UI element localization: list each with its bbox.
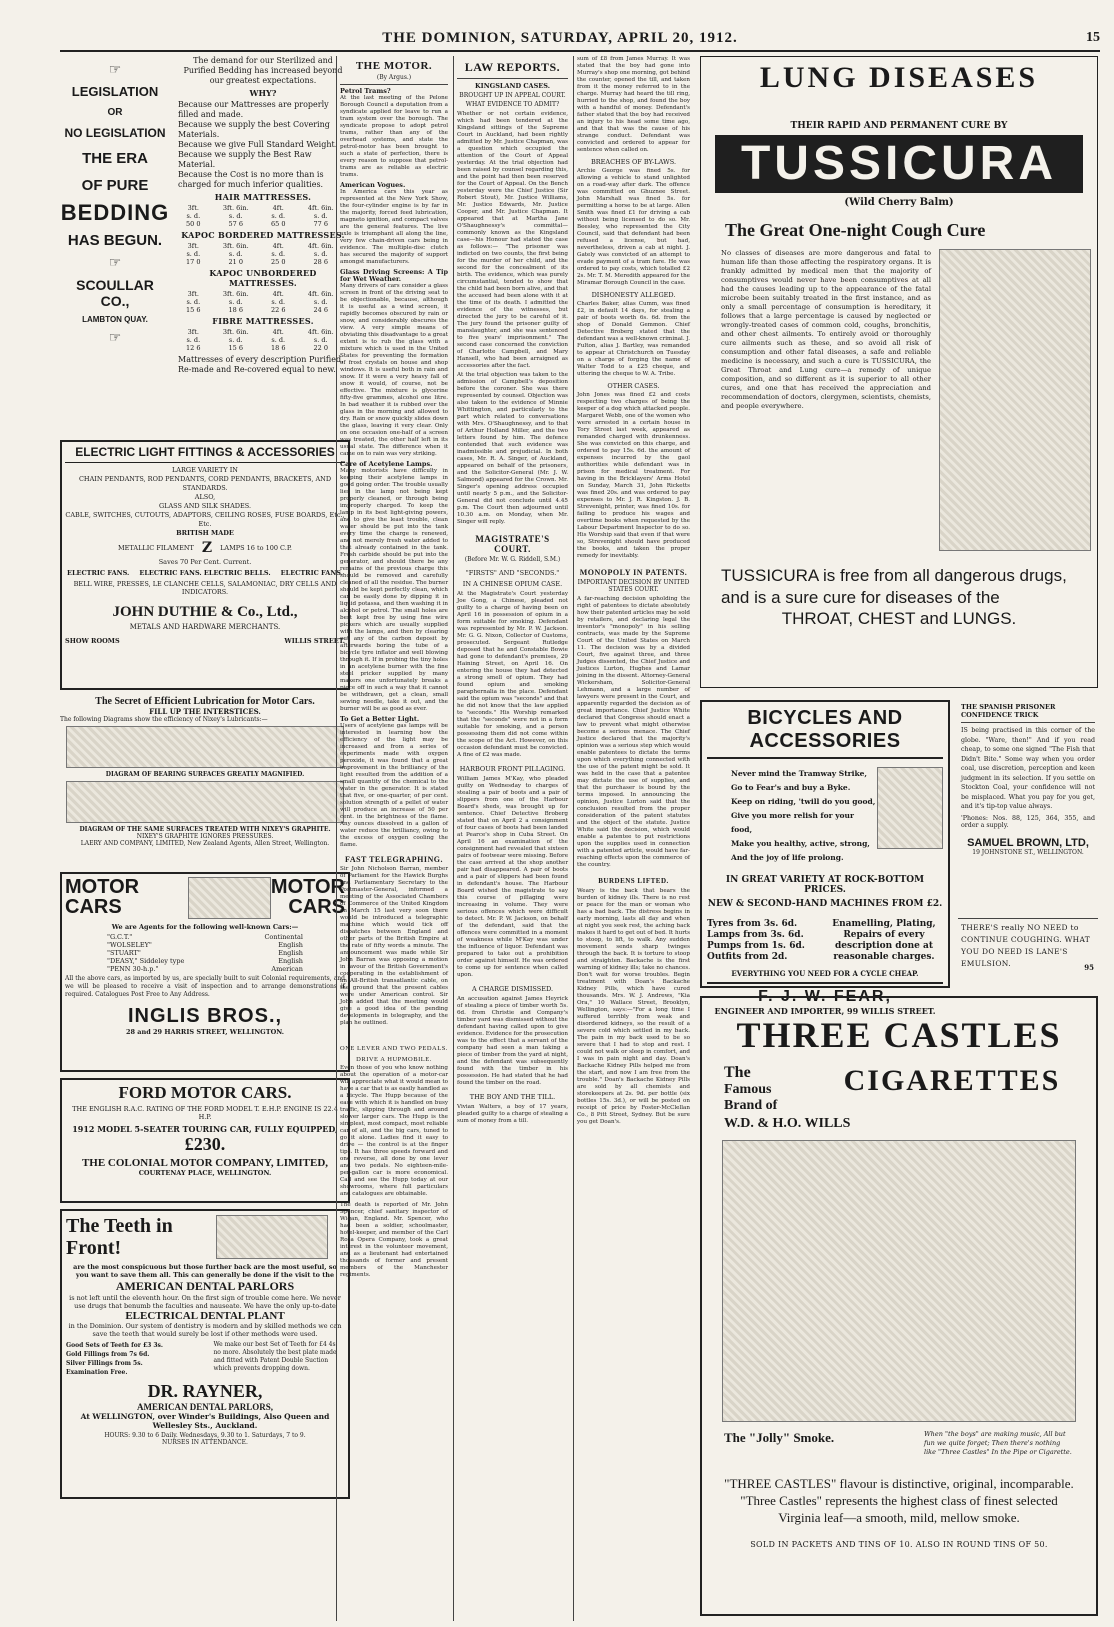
- kapoc-bordered-prices: 3ft. 3ft. 6in. 4ft. 4ft. 6in. s. d. s. d. s. d. s. d. 17 0 21 0 25 0 28 6: [186, 242, 334, 266]
- electric-fittings-ad: ELECTRIC LIGHT FITTINGS & ACCESSORIES LARGE VARIETY IN CHAIN PENDANTS, ROD PENDANTS, CORD PENDANTS, BRACKETS, AND STANDARDS. ALSO, GLASS AND SILK SHADES. CABLE, SWITCHES, CUTOUTS, ADAPTORS, CEILING ROSES, FUSE BOARDS, Etc., Etc. BRITISH MADE METALLIC FILAMENT Z LAMPS 16 to 100 C.P. Saves 70 Per Cent. Current. ELECTRIC FANS. ELECTRIC FANS. ELECTRIC BELLS. ELECTRIC FANS. BELL WIRE, PRESSES, LE CLANCHE CELLS, SALAMONIAC, DRY CELLS AND INDICATORS. JOHN DUTHIE & Co., Ltd., METALS AND HARDWARE MERCHANTS. SHOW ROOMS WILLIS STREET.: [60, 440, 350, 690]
- lubrication-ad: The Secret of Efficient Lubrication for Motor Cars. FILL UP THE INTERSTICES. The following Diagrams show the efficiency of Nixey's Lubricants:— DIAGRAM OF BEARING SURFACES GREATLY MAGNIFIED. DIAGRAM OF THE SAME SURFACES TREATED WITH NIXEY'S GRAPHITE. NIXEY'S GRAPHITE IGNORES PRESSURES. LAERY AND COMPANY, LIMITED, New Zealand Agents, Allen Street, Wellington.: [60, 696, 350, 866]
- article-text: Even those of you who know nothing about the operation of a motor-car will appreciate what it would mean to have a car that is as easily handled as a bicycle. The Hupp because of the ease with which it is handled on busy traffic, slipping through and around slower larger cars. The Hupp is the simplest, most compact, most reliable car of all, and the big cars, tuned to go it alone. Ladies find it easy to drive — the control is at the finger tips. It has three speeds forward and one reverse, all done by one lever and two pedals. No eighteen-mile-per-gallon car is more economical. Call and see the Hupp today at our showrooms, where full particulars and catalogues are obtainable.: [340, 1065, 448, 1197]
- article-text: William James M'Kay, who pleaded guilty on Wednesday to charges of stealing a pair of boots and a pair of slippers from one of the Harbour Board's sheds, was brought up for sentence. Chief Detective Broberg stated that on April 2 a consignment of four cases of boots had been landed at Pearce's shop in Cuba Street. On April 16 an examination of the consignment had revealed that sixteen pairs of footwear were missing. Before the case arrived at the shop another pair had disappeared. A pair of boots and a pair of slippers had been found in defendant's house. The Harbour Board wished the magistrate to say this course of pillaging were increasing in volume. They were serious offences which were difficult to detect. Mr. P. W. Jackson, on behalf of the defendant, said that the offences were committed in a moment of weakness while M'Kay was under the influence of liquor. Defendant was prepared to take out a prohibition order against himself. He was ordered to come up for sentence when called upon.: [457, 776, 568, 978]
- bedding-details: The demand for our Sterilized and Purified Bedding has increased beyond our greatest expectations. WHY? Because our Mattresses are properly filled and made. Because we supply the best Covering Materials. Because we give Full Standard Weight. Because we supply the Best Raw Material. Because the Cost is no more than is charged for much inferior qualities. HAIR MATTRESSES. 3ft. 3ft. 6in. 4ft. 4ft. 6in. s. d. s. d. s. d. s. d. 50 0 57 6 65 0 77 6 KAPOC BORDERED MATTRESSES. 3ft. 3ft. 6in. 4ft. 4ft. 6in. s. d. s. d. s. d. s. d. 17 0 21 0 25 0 28 6 KAPOC UNBORDERED MATTRESSES. 3ft. 3ft. 6in. 4ft. 4ft. 6in. s. d. s. d. s. d. s. d. 15 6 18 6 22 6 24 6 FIBRE MATTRESSES. 3ft. 3ft. 6in. 4ft. 4ft. 6in. s. d. s. d. s. d. s. d. 12 6 15 6 18 6 22 0 Mattresses of every description Purified, Re-made and Re-covered equal to new.: [178, 56, 348, 375]
- lanes-emulsion-ad: THERE'S really NO NEED to CONTINUE COUGHING. WHAT YOU DO NEED IS LANE'S EMULSION. 95: [958, 918, 1098, 976]
- musicians-illustration: [722, 1140, 1076, 1422]
- ford-motor-ad: FORD MOTOR CARS. THE ENGLISH R.A.C. RATING OF THE FORD MODEL T. E.H.P. ENGINE IS 22.4 H.P. 1912 MODEL 5-SEATER TOURING CAR, FULLY EQUIPPED, £230. THE COLONIAL MOTOR COMPANY, LIMITED, COURTENAY PLACE, WELLINGTON.: [60, 1078, 350, 1203]
- car-list: "G.C.T." Continental "WOLSELEY" English "STUART" English "DEASY," Siddeley type English "PENN 30-h.p." American: [107, 933, 303, 973]
- dental-parlors-ad: The Teeth in Front! are the most conspicuous but those further back are the most useful, so you want to save them all. This can generally be done if the visit to the AMERICAN DENTAL PARLORS is not left until the eleventh hour. On the first sign of trouble come here. We never use drugs that benumb the faculties and nauseate. We have the only up-to-date ELECTRICAL DENTAL PLANT in the Dominion. Our system of dentistry is modern and by skilled methods we can save the teeth that would surely be lost if other methods were used. Good Sets of Teeth for £3 3s. Gold Fillings from 7s 6d. Silver Fillings from 5s. Examination Free. We make our best Set of Teeth for £4 4s. no more. Absolutely the best plate made and fitted with Patent Double Suction which prevents dropping down. DR. RAYNER, AMERICAN DENTAL PARLORS, At WELLINGTON, over Winder's Buildings, Also Queen and Wellesley Sts., Auckland. HOURS: 9.30 to 6 Daily. Wednesdays, 9.30 to 1. Saturdays, 7 to 9. NURSES IN ATTENDANCE.: [60, 1209, 350, 1499]
- article-text: Many motorists have difficulty in keeping their acetylene lamps in good going order. The trouble usually lies in the lamp not being kept properly cleaned, or through being improperly charged. To keep the lamp in its best light-giving powers, and to give the least trouble, clean water should be put into the tank every time the charge is renewed, and not merely fresh water added to that already contained in the tank. Fresh carbide should be put into the generator, and should there be any remains of the previous charge this should be removed and carefully cleaned of all the residue. The burner should be kept perfectly clean, which can be easily done by dipping it in liquid potassa, and then washing it in alcohol or petrol. The small holes are best kept free by using fine wire pickers which are usually supplied with the lamps, and then by clearing out any of the carbon deposit by afterwards boring the tube of a bicycle tyre inflator and well blowing through it. If in probing the tiny holes in an acetylene burner with the fine steel pricker supplied by many makers one unfortunately breaks a piece off in such a way that it cannot be withdrawn, get a clean, small sewing needle, take it out, and the burner will be as good as ever.: [340, 468, 448, 712]
- article-text: Archie George was fined 5s. for allowing a vehicle to stand unlighted on a road-way after dark. The offence was committed on Ghuznee Street. John Marshall was fined 5s. for permitting a horse to be at large. Allen Smith was fined £1 for driving a cab without being licensed to do so. Mr. Beesley, who represented the City Council, said that defendant had been refused a license, but had, nevertheless, driven a cab at night. J. Gately was convicted of an attempt to evade payment of a tram fare. He was ordered to pay costs, which totalled £2 2s. Mr. T. M. Meredith appeared for the Miramar Borough Council in the case.: [577, 168, 690, 286]
- three-castles-brand: THREE CASTLES: [736, 1015, 1062, 1055]
- article-text: Whether or not certain evidence, which had been tendered at the Kingsland sittings of the Supreme Court in Auckland, had been rightly admitted by Mr. Justice Chapman, was a question which occupied the attention of the Court of Appeal yesterday. At the trial objection had been raised by counsel regarding this, and the point had then been reserved for the Court of Appeal. On the Bench yesterday were the Chief Justice (Sir Robert Stout), Mr. Justice Williams, Mr. Justice Edwards, Mr. Justice Cooper, and Mr. Justice Chapman. It appeared that at Martha Jane O'Shaughnessy's committal—commonly known as the Kingsland case—his Honour had stated the case as follows:— "The prisoner was indicted on two counts, the first being for the murder of her child, and the second for the concealment of its birth. The evidence, which was purely circumstantial, tended to show that the child had been born alive, and that the accused had been alone with it at the time of its death. I admitted the evidence of the witnesses, but directed the jury to be careful of it. The jury found the prisoner guilty of manslaughter, and she was sentenced to five years' imprisonment." The second case concerned the conviction of Charlotte Campbell, and Mary Hansell, who had been arraigned as accessories after the fact.: [457, 111, 568, 369]
- newspaper-title: THE DOMINION, SATURDAY, APRIL 20, 1912.: [382, 30, 738, 46]
- pointing-hand-icon: ☞: [108, 255, 122, 271]
- article-text: At the Magistrate's Court yesterday Joe Gong, a Chinese, pleaded not guilty to a charge of having been on April 16 in possession of opium in a form suitable for smoking. Defendant was represented by Mr. P. W. Jackson. Mr. G. G. Nixon, Collector of Customs, prosecuted. Sergeant Rutledge deposed that he and Constable Bowie had gone to defendant's premises, 29 Haining Street, on April 16. On entering the house they had detected a strong smell of opium. They had found opium and smoking paraphernalia in the place. Defendant said the opium was "seconds" and that he did not know that the law applied to "seconds." His Worship remarked that the "seconds" were not in a form suitable for smoking, and a person possessing them did not come within the scope of the Act. However, on this occasion defendant must be convicted. A fine of £2 was made.: [457, 591, 568, 758]
- motor-column: THE MOTOR. (By Argus.) Petrol Trams? At the last meeting of the Pelone Borough Council a deputation from a syndicate applied for leave to run a tram system over the borough. The syndicate propose to adopt petrol trams, rather than any of the overhead systems, and state the petrol-motor has been brought to such a state of perfection, there is every reason to suppose that petrol-trams are as reliable as electric trams. American Vogues. In America cars this year as represented at the New York Show, the four-cylinder engine is by far in the majority, forced feed lubrication, magneto ignition, and compact valves are the general features. The live axle is triumphant all along the line, very few chain-driven cars being in evidence. The multiple-disc clutch has secured the majority of support amongst manufacturers. Glass Driving Screens: A Tip for Wet Weather. Many drivers of cars consider a glass screen in front of the driving seat to be objectionable, because, although it is useful as a wind screen, it rapidly becomes obscured by rain or snow, and considerably obscures the view. A very simple means of obviating this disadvantage to a great extent is to rub the glass with a mixture which is used in the United States for preventing the formation of frost crystals on house and shop windows. It is useful both in rain and snow. If it were a very heavy fall of snow it would, of course, not be effective. The mixture is glycerine fifty-five grammes, alcohol one litre. In bad weather it is rubbed over the glass in the morning and allowed to dry. Rain or snow quickly slides down the glass, leaving it very clear. Only on one occasion one-half of a screen was treated, the other half left in its usual state. The difference when it came on to rain was very striking. Care of Acetylene Lamps. Many motorists have difficulty in keeping their acetylene lamps in good going order. The trouble usually lies in the lamp not being kept properly cleaned, or through being improperly charged. To keep the lamp in its best light-giving powers, and to give the least trouble, clean water should be put into the tank every time the charge is renewed, and not merely fresh water added to that already contained in the tank. Fresh carbide should be put into the generator, and should there be any remains of the previous charge this should be removed and carefully cleaned of all the residue. The burner should be kept perfectly clean, which can be easily done by dipping it in liquid potassa, and then washing it in alcohol or petrol. The small holes are best kept free by using fine wire pickers which are usually supplied with the lamps, and then by clearing out any of the carbon deposit by afterwards boring the tube of a bicycle tyre inflator and well blowing through it. If in probing the tiny holes in an acetylene burner with the fine steel pricker supplied by many makers one unfortunately breaks a piece off in such a way that it cannot be withdrawn, get a clean, small sewing needle, take it out, and the burner will be as good as ever. To Get a Better Light. Users of acetylene gas lamps will be interested in learning how the efficiency of the light may be increased and from a series of experiments made with oxygen peroxide, it was found that a great improvement in the brilliancy of the light resulted from the addition of a small quantity of the chemical to the water in the generator. It is stated that five, or one-quarter, of per cent. solution strength of a pellet of water will produce an increase of 50 per cent. in the brightness of the flame. Any ounces dissolved in a gallon of water reduce the brilliancy, owing to the excess of oxygen cooling the flame. FAST TELEGRAPHING. Sir John Nicholson Barran, member of Parliament for the Hawick Burghs and Parliamentary Secretary to the Postmaster-General, informed a meeting of the Associated Chambers of Commerce of the United Kingdom on March 15 last very soon there would be introduced a telegraphic machine which would tick off dispatches between England and other parts of the British Empire at the rate of fifty words a minute. The announcement was made while Sir John Barran was opposing a motion in favour of the British Government's cooperating in the establishment of an All-British transatlantic cable, on the ground that the present cables were under American control. Sir John added that the meeting would give a good idea of the pending developments in telegraphy, and the plan he outlined. ONE LEVER AND TWO PEDALS. DRIVE A HUPMOBILE. Even those of you who know nothing about the operation of a motor-car will appreciate what it would mean to have a car that is as easily handled as a bicycle. The Hupp because of the ease with which it is handled on busy traffic, slipping through and around slower larger cars. The Hupp is the simplest, most compact, most reliable car of all, and the big cars, tuned to go it alone. Ladies find it easy to drive — the control is at the finger tips. It has three speeds forward and one reverse, all done by one lever and two pedals. No eighteen-mile-per-gallon car is more economical. Call and see the Hupp today at our showrooms, where full particulars and catalogues are obtainable. The death is reported of Mr. John Spencer, chief sanitary inspector of Wigan, England. Mr. Spencer, who had been a soldier, schoolmaster, hotel-keeper, and member of the Carl Rosa Opera Company, took a great interest in the volunteer movement, and as a lieutenant had entertained thousands of former and present members of the Manchester regiments.: [336, 56, 451, 1621]
- article-text: At the trial objection was taken to the admission of Campbell's deposition before the coroner. She was there represented by counsel. Objection was also taken to the evidence of Minnie Whittington, and particularly to the part which related to conversations with Mrs. O'Shaughnessy, and to that of Arthur Holland Miller, and the two letters found by him. The defence contended that such evidence was inadmissible and prejudicial. In both cases, Mr. R. A. Singer, of Auckland, appeared on behalf of the prisoners, and the Solicitor-General (Mr. J. W. Salmond) appeared for the Crown. Mr. Singer's opening address occupied until nearly 5 p.m., and the Solicitor-General did not conclude until 4.45 p.m. The Court then adjourned until 10.30 a.m. on Monday, when Mr. Singer will reply.: [457, 372, 568, 525]
- kapoc-unbordered-prices: 3ft. 3ft. 6in. 4ft. 4ft. 6in. s. d. s. d. s. d. s. d. 15 6 18 6 22 6 24 6: [186, 290, 334, 314]
- column-left-ads: [60, 56, 350, 1621]
- three-castles-ad: THREE CASTLES The Famous Brand of CIGARETTES W.D. & H.O. WILLS The "Jolly" Smoke. When "the boys" are making music, All but fun we quite forget; Then there's nothing like "Three Castles" In the Pipe or Cigarette. "THREE CASTLES" flavour is distinctive, original, incomparable. "Three Castles" represents the highest class of finest selected Virginia leaf—a smooth, mild, mellow smoke. SOLD IN PACKETS AND TINS OF 10. ALSO IN ROUND TINS OF 50.: [700, 996, 1098, 1616]
- bicycle-illustration: [877, 767, 943, 849]
- page-number: 15: [1086, 30, 1100, 45]
- spanish-prisoner-ad: THE SPANISH PRISONER CONFIDENCE TRICK IS being practised in this corner of the globe. "Ware, then!" And if you read cheap, to some one signed "The Fish that Didn't Bite." Some way when you order coal, use discretion, perception and keen judgment in its selection. If you settle on Stockton Coal, your confidence will not be misplaced. What you pay for you get, and it's tip-top value always. 'Phones: Nos. 88, 125, 364, 355, and order a supply. SAMUEL BROWN, LTD, 19 JOHNSTONE ST., WELLINGTON.: [961, 703, 1095, 856]
- article-text: In America cars this year as represented at the New York Show, the four-cylinder engine is by far in the majority, forced feed lubrication, magneto ignition, and compact valves are the general features. The live axle is triumphant all along the line, very few chain-driven cars being in evidence. The multiple-disc clutch has secured the majority of support amongst manufacturers.: [340, 189, 448, 265]
- tussicura-brand: TUSSICURA: [715, 135, 1083, 193]
- hair-mattress-prices: 3ft. 3ft. 6in. 4ft. 4ft. 6in. s. d. s. d. s. d. s. d. 50 0 57 6 65 0 77 6: [186, 204, 334, 228]
- news-column: sum of £8 from James Murray. It was stated that the boy had gone into Murray's shop one morning, got behind the counter, opened the till, and taken from it the money referred to in the charge. Murray had heard the till ring, hurried to the shop, and found the boy with a handful of money. Defendant's father stated that the boy had received an injury to his head some time ago, and that that was the cause of his strange conduct. Defendant was convicted and ordered to appear for sentence when called on. BREACHES OF BY-LAWS. Archie George was fined 5s. for allowing a vehicle to stand unlighted on a road-way after dark. The offence was committed on Ghuznee Street. John Marshall was fined 5s. for permitting a horse to be at large. Allen Smith was fined £1 for driving a cab without being licensed to do so. Mr. Beesley, who represented the City Council, said that defendant had been refused a license, but had, nevertheless, driven a cab at night. J. Gately was convicted of an attempt to evade payment of a tram fare. He was ordered to pay costs, which totalled £2 2s. Mr. T. M. Meredith appeared for the Miramar Borough Council in the case. DISHONESTY ALLEGED. Charles Baker, alias Cumm, was fined £2, in default 14 days, for stealing a pair of boots worth 6s. 6d. from the shop of Donald Gemmon. Chief Detective Broberg stated that the defendant was a well-known criminal. J. Fulton, alias J. Bartley, was remanded to appear at Christchurch on Tuesday on a charge of forging the name of Walter Todd to a £25 cheque, and uttering the cheque to W. A. Tribe. OTHER CASES. John Jones was fined £2 and costs respecting two charges of being the keeper of a dog which attacked people. Margaret Webb, one of the women who were arrested in a certain house in Tory Street last week, appeared as remanded charged with drunkenness. She was convicted on this charge, and ordered to pay 15s. 6d. the amount of expenses incurred by the gaol authorities while defendant was in prison for medical treatment. For having in the Bricklayers' Arms Hotel on Sunday, March 31, John Ricketts was fined 20s. and was ordered to pay expenses to Mr. J. R. Kingston. J. B. Strevenight, printer, was fined 10s. for failing to produce his wages and overtime books when requested by the Labour Department Inspector to do so. His Worship said that even if that were so, Strevenight should have produced the books, and taken the proper remedy for inevitably. MONOPOLY IN PATENTS. IMPORTANT DECISION BY UNITED STATES COURT. A far-reaching decision upholding the right of patentees to dictate absolutely how their patented articles may be sold by retailers, and declaring legal the inventor's "monopoly" in his selling contracts, was made by the Supreme Court of the United States on March 11. The decision was by a divided Court, five against three, and three Judges dissented, the Chief Justice and Justices Lurton, Hughes and Lamar joining in the dissent. Attorney-General Wickersham, Solicitor-General Lehmann, and a large number of lawyers were present in the Court, and apparently regarded the decision as of great importance. Chief Justice White declared that Congress should enact a law to prevent what might otherwise become a serious menace. The Chief Justice declared that the majority's opinion was a serious step which would enable patentees to dictate the terms upon which everything connected with the use of the patent might be sold. It was held in the case that a patentee may dictate the use of supplies, and that the purchaser is bound by the terms imposed. In announcing the opinion, Justice Lurton said that the conclusion resulted from the proper consideration of the patent statutes and the object of the statute. Justice White said the decision, which would enable a patentee to put restrictions upon the supplies used in connection with a patented article, would have far-reaching effects upon the commerce of the country. BURDENS LIFTED. Weary is the back that bears the burden of kidney ills. There is no rest or peace for the man or woman who has a bad back. The distress begins in early morning, lasts all day and when at night you seek rest, the aching back makes it hard to get out of bed. It hurts to stoop, to lift, to walk. Any sudden movement sends sharp twinges through the back. It is torture to stoop and straighten. Backache is the first warning of kidney ills; take no chances. Don't wait for worse troubles. Begin treatment with Doan's Backache Kidney Pills, which have cured thousands. Mrs. W. J. Andrews, "Kia Ora," 10 Wallace Street, Brooklyn, Wellington, says:—"For a long time I suffered terribly from weak and disordered kidneys, so the result of a severe cold which settled in my back. The pain in my back used to be so severe that I had to stop and rest. I could not walk or sleep in comfort, and I was in pain night and day. Doan's Backache Kidney Pills helped me from the start, and now I am free from the trouble." Doan's Backache Kidney Pills are sold by all chemists and storekeepers at 2s. 9d. per bottle (six bottles 15s. 3d.), or will be posted on receipt of price by Foster-McClellan Co., 8 Pitt Street, Sydney. But be sure you get Doan's.: [573, 56, 693, 1621]
- bedding-ad: [60, 56, 350, 436]
- article-text: Sir John Nicholson Barran, member of Parliament for the Hawick Burghs and Parliamentary Secretary to the Postmaster-General, informed a meeting of the Associated Chambers of Commerce of the United Kingdom on March 15 last very soon there would be introduced a telegraphic machine which would tick off dispatches between England and other parts of the British Empire at the rate of fifty words a minute. The announcement was made while Sir John Barran was opposing a motion in favour of the British Government's cooperating in the establishment of an All-British transatlantic cable, on the ground that the present cables were under American control. Sir John added that the meeting would give a good idea of the pending developments in telegraphy, and the plan he outlined.: [340, 866, 448, 1026]
- teeth-illustration: [216, 1215, 328, 1259]
- tussicura-ad: LUNG DISEASES THEIR RAPID AND PERMANENT CURE BY TUSSICURA (Wild Cherry Balm) The Great One-night Cough Cure No classes of diseases are more dangerous and fatal to human life than those affecting the respiratory organs. It is frankly admitted by medical men that the majority of consumptives would never have been consumptives at all had the causes leading up to the appearance of the fatal microbe been suitably treated in the first instance, and as only a small percentage of consumption is hereditary, it follows that a large percentage is caused by neglected or wrongly-treated cases of common cold, coughs, bronchitis, and other chest ailments. To entirely avoid or thoroughly cure ailments such as these, and so avoid all risk of consumption and other fatal diseases, a safe and reliable medicine is necessary, and such a cure is TUSSICURA, the Great Throat and Lung cure—a remedy of unique composition, and so different as it is superior to all other cures, and one that has received the appreciation and recommendation of doctors, clergymen, scientists, chemists, and people everywhere. TUSSICURA is free from all dangerous drugs, and is a sure cure for diseases of the THROAT, CHEST and LUNGS.: [700, 56, 1098, 688]
- article-text: Vivian Walters, a boy of 17 years, pleaded guilty to a charge of stealing a sum of money from a till.: [457, 1104, 568, 1124]
- motor-column-title: THE MOTOR.: [355, 60, 433, 72]
- pointing-hand-icon: ☞: [108, 62, 122, 78]
- motor-cars-ad: MOTOR CARS MOTOR CARS We are Agents for the following well-known Cars:— "G.C.T." Continental "WOLSELEY" English "STUART" English "DEASY," Siddeley type English "PENN 30-h.p." American All the above cars, as imported by us, are specially built to suit Colonial requirements, and we will be pleased to receive a visit of inspection and to arrange demonstrations if required. Catalogues Post Free to Any Address. INGLIS BROS., 28 and 29 HARRIS STREET, WELLINGTON.: [60, 872, 350, 1072]
- article-text: sum of £8 from James Murray. It was stated that the boy had gone into Murray's shop one morning, got behind the counter, opened the till, and taken from it the money referred to in the charge. Murray had heard the till ring, hurried to the shop, and found the boy with a handful of money. Defendant's father stated that the boy had received an injury to his head some time ago, and that that was the cause of his strange conduct. Defendant was convicted and ordered to appear for sentence when called on.: [577, 56, 690, 153]
- article-text: An accusation against James Heyrick of stealing a piece of timber worth 5s. 6d. from Christie and Company's timber yard was dismissed without the defendant having called upon to give evidence. Evidence for the prosecution was to the effect that a servant of the company had seen a man taking a piece of timber from the yard at night, and the defendant was subsequently found with the timber in his possession. He had stated that he had found the timber on the road.: [457, 996, 568, 1086]
- graphite-surface-diagram: [66, 781, 344, 823]
- article-text: Charles Baker, alias Cumm, was fined £2, in default 14 days, for stealing a pair of boots worth 6s. 6d. from the shop of Donald Gemmon. Chief Detective Broberg stated that the defendant was a well-known criminal. J. Fulton, alias J. Bartley, was remanded to appear at Christchurch on Tuesday on a charge of forging the name of Walter Todd to a £25 cheque, and uttering the cheque to W. A. Tribe.: [577, 301, 690, 377]
- law-reports-column: LAW REPORTS. KINGSLAND CASES. BROUGHT UP IN APPEAL COURT. WHAT EVIDENCE TO ADMIT? Whether or not certain evidence, which had been tendered at the Kingsland sittings of the Supreme Court in Auckland, had been rightly admitted by Mr. Justice Chapman, was a question which occupied the attention of the Court of Appeal yesterday. At the trial objection had been raised by counsel regarding this, and the point had then been reserved for the Court of Appeal. On the Bench yesterday were the Chief Justice (Sir Robert Stout), Mr. Justice Williams, Mr. Justice Edwards, Mr. Justice Cooper, and Mr. Justice Chapman. It appeared that at Martha Jane O'Shaughnessy's committal—commonly known as the Kingsland case—his Honour had stated the case as follows:— "The prisoner was indicted on two counts, the first being for the murder of her child, and the second for the concealment of its birth. The evidence, which was purely circumstantial, tended to show that the child had been born alive, and that the accused had been alone with it at the time of its death. I admitted the evidence of the witnesses, but directed the jury to be careful of it. The jury found the prisoner guilty of manslaughter, and she was sentenced to five years' imprisonment." The second case concerned the conviction of Charlotte Campbell, and Mary Hansell, who had been arraigned as accessories after the fact. At the trial objection was taken to the admission of Campbell's deposition before the coroner. She was there represented by counsel. Objection was also taken to the evidence of Minnie Whittington, and particularly to the part which related to conversations with Mrs. O'Shaughnessy, and to that of Arthur Holland Miller, and the two letters found by him. The defence contended that such evidence was inadmissible and prejudicial. In both cases, Mr. R. A. Singer, of Auckland, appeared on behalf of the prisoners, and the Solicitor-General (Mr. J. W. Salmond) appeared for the Crown. Mr. Singer's opening address occupied until nearly 5 p.m., and the Solicitor-General did not conclude until 4.45 p.m. The Court then adjourned until 10.30 a.m. on Monday, when Mr. Singer will reply. MAGISTRATE'S COURT. (Before Mr. W. G. Riddell, S.M.) "FIRSTS" AND "SECONDS." IN A CHINESE OPIUM CASE. At the Magistrate's Court yesterday Joe Gong, a Chinese, pleaded not guilty to a charge of having been on April 16 in possession of opium in a form suitable for smoking. Defendant was represented by Mr. P. W. Jackson. Mr. G. G. Nixon, Collector of Customs, prosecuted. Sergeant Rutledge deposed that he and Constable Bowie had gone to defendant's premises, 29 Haining Street, on April 16. On entering the house they had detected a strong smell of opium. They had found opium and smoking paraphernalia in the place. Defendant said the opium was "seconds" and that he did not know that the law applied to "seconds." His Worship remarked that the "seconds" were not in a form suitable for smoking, and a person possessing them did not come within the scope of the Act. However, on this occasion defendant must be convicted. A fine of £2 was made. HARBOUR FRONT PILLAGING. William James M'Kay, who pleaded guilty on Wednesday to charges of stealing a pair of boots and a pair of slippers from one of the Harbour Board's sheds, was brought up for sentence. Chief Detective Broberg stated that on April 2 a consignment of four cases of boots had been landed at Pearce's shop in Cuba Street. On April 16 an examination of the consignment had revealed that sixteen pairs of footwear were missing. Before the case arrived at the shop another pair had disappeared. A pair of boots and a pair of slippers had been found in defendant's house. The Harbour Board wished the magistrate to say this course of pillaging were increasing in volume. They were serious offences which were difficult to detect. Mr. P. W. Jackson, on behalf of the defendant, said that the offences were committed in a moment of weakness while M'Kay was under the influence of liquor. Defendant was prepared to take out a prohibition order against himself. He was ordered to come up for sentence when called upon. A CHARGE DISMISSED. An accusation against James Heyrick of stealing a piece of timber worth 5s. 6d. from Christie and Company's timber yard was dismissed without the defendant having called upon to give evidence. Evidence for the prosecution was to the effect that a servant of the company had seen a man taking a piece of timber from the yard at night, and the defendant was subsequently found with the timber in his possession. He had stated that he had found the timber on the road. THE BOY AND THE TILL. Vivian Walters, a boy of 17 years, pleaded guilty to a charge of stealing a sum of money from a till.: [453, 56, 571, 1621]
- article-text: Weary is the back that bears the burden of kidney ills. There is no rest or peace for the man or woman who has a bad back. The distress begins in early morning, lasts all day and when at night you seek rest, the aching back makes it hard to get out of bed. It hurts to stoop, to lift, to walk. Any sudden movement sends sharp twinges through the back. It is torture to stoop and straighten. Backache is the first warning of kidney ills; take no chances. Don't wait for worse troubles. Begin treatment with Doan's Backache Kidney Pills, which have cured thousands. Mrs. W. J. Andrews, "Kia Ora," 10 Wallace Street, Brooklyn, Wellington, says:—"For a long time I suffered terribly from weak and disordered kidneys, so the result of a severe cold which settled in my back. The pain in my back used to be so severe that I had to stop and rest. I could not walk or sleep in comfort, and I was in pain night and day. Doan's Backache Kidney Pills helped me from the start, and now I am free from the trouble." Doan's Backache Kidney Pills are sold by all chemists and storekeepers at 2s. 9d. per bottle (six bottles 15s. 3d.), or will be posted on receipt of price by Foster-McClellan Co., 8 Pitt Street, Sydney. But be sure you get Doan's.: [577, 888, 690, 1125]
- fibre-mattress-prices: 3ft. 3ft. 6in. 4ft. 4ft. 6in. s. d. s. d. s. d. s. d. 12 6 15 6 18 6 22 0: [186, 328, 334, 352]
- pointing-hand-icon: ☞: [108, 330, 122, 346]
- doctor-and-nurse-illustration: [939, 249, 1091, 551]
- law-reports-title: LAW REPORTS.: [464, 60, 561, 74]
- motor-car-illustration: [188, 877, 271, 919]
- article-text: A far-reaching decision upholding the right of patentees to dictate absolutely how their patented articles may be sold by retailers, and declaring legal the inventor's "monopoly" in his selling contracts, was made by the Supreme Court of the United States on March 11. The decision was by a divided Court, five against three, and three Judges dissented, the Chief Justice and Justices Lurton, Hughes and Lamar joining in the dissent. Attorney-General Wickersham, Solicitor-General Lehmann, and a large number of lawyers were present in the Court, and apparently regarded the decision as of great importance. Chief Justice White declared that Congress should enact a law to prevent what might otherwise become a serious menace. The Chief Justice declared that the majority's opinion was a serious step which would enable patentees to dictate the terms upon which everything connected with the use of the patent might be sold. It was held in the case that a patentee may dictate the use of supplies, and that the purchaser is bound by the terms imposed. In announcing the opinion, Justice Lurton said that the conclusion resulted from the proper consideration of the patent statutes and the object of the statute. Justice White said the decision, which would enable a patentee to put restrictions upon the supplies used in connection with a patented article, would have far-reaching effects upon the commerce of the country.: [577, 596, 690, 868]
- article-text: Many drivers of cars consider a glass screen in front of the driving seat to be objectionable, because, although it is useful as a wind screen, it rapidly becomes obscured by rain or snow, and considerably obscures the view. A very simple means of obviating this disadvantage to a great extent is to rub the glass with a mixture which is used in the United States for preventing the formation of frost crystals on house and shop windows. It is useful both in rain and snow. If it were a very heavy fall of snow it would, of course, not be effective. The mixture is glycerine fifty-five grammes, alcohol one litre. In bad weather it is rubbed over the glass in the morning and allowed to dry. Rain or snow quickly slides down the glass, leaving it very clear. Only on one occasion one-half of a screen was treated, the other half left in its usual state. The difference when it came on to rain was very striking.: [340, 283, 448, 457]
- bicycles-ad: BICYCLES AND ACCESSORIES Never mind the Tramway Strike, Go to Fear's and buy a Byke. Keep on riding, 'twill do you good, Give you more relish for your food, Make you healthy, active, strong, And the joy of life prolong. IN GREAT VARIETY AT ROCK-BOTTOM PRICES. NEW & SECOND-HAND MACHINES FROM £2. Tyres from 3s. 6d. Lamps from 3s. 6d. Pumps from 1s. 6d. Outfits from 2d. Enamelling, Plating, Repairs of every description done at reasonable charges. EVERYTHING YOU NEED FOR A CYCLE CHEAP. F. J. W. FEAR, ENGINEER AND IMPORTER, 99 WILLIS STREET.: [700, 700, 950, 988]
- article-text: The death is reported of Mr. John Spencer, chief sanitary inspector of Wigan, England. Mr. Spencer, who had been a soldier, schoolmaster, hotel-keeper, and member of the Carl Rosa Opera Company, took a great interest in the volunteer movement, and as a lieutenant had entertained thousands of former and present members of the Manchester regiments.: [340, 1202, 448, 1278]
- bedding-slogan: ☞ LEGISLATION OR NO LEGISLATION THE ERA OF PURE BEDDING HAS BEGUN. ☞ SCOULLAR CO., LAMBTON QUAY. ☞: [60, 62, 170, 346]
- article-text: John Jones was fined £2 and costs respecting two charges of being the keeper of a dog which attacked people. Margaret Webb, one of the women who were arrested in a certain house in Tory Street last week, appeared as remanded charged with drunkenness. She was convicted on this charge, and ordered to pay 15s. 6d. the amount of expenses incurred by the gaol authorities while defendant was in prison for medical treatment. For having in the Bricklayers' Arms Hotel on Sunday, March 31, John Ricketts was fined 20s. and was ordered to pay expenses to Mr. J. R. Kingston. J. B. Strevenight, printer, was fined 10s. for failing to produce his wages and overtime books when requested by the Labour Department Inspector to do so. His Worship said that even if that were so, Strevenight should have produced the books, and taken the proper remedy for inevitably.: [577, 392, 690, 559]
- masthead: [60, 30, 1100, 52]
- bearing-surface-diagram: [66, 726, 344, 768]
- article-text: At the last meeting of the Pelone Borough Council a deputation from a syndicate applied for leave to run a tram system over the borough. The syndicate propose to adopt petrol trams, rather than any of the overhead systems, and state the petrol-motor has been brought to such a state of perfection, there is every reason to suppose that petrol-trams are as reliable as electric trams.: [340, 95, 448, 178]
- article-text: Users of acetylene gas lamps will be interested in learning how the efficiency of the light may be increased and from a series of experiments made with oxygen peroxide, it was found that a great improvement in the brilliancy of the light resulted from the addition of a small quantity of the chemical to the water in the generator. It is stated that five, or one-quarter, of per cent. solution strength of a pellet of water will produce an increase of 50 per cent. in the brightness of the flame. Any ounces dissolved in a gallon of water reduce the brilliancy, owing to the excess of oxygen cooling the flame.: [340, 723, 448, 848]
